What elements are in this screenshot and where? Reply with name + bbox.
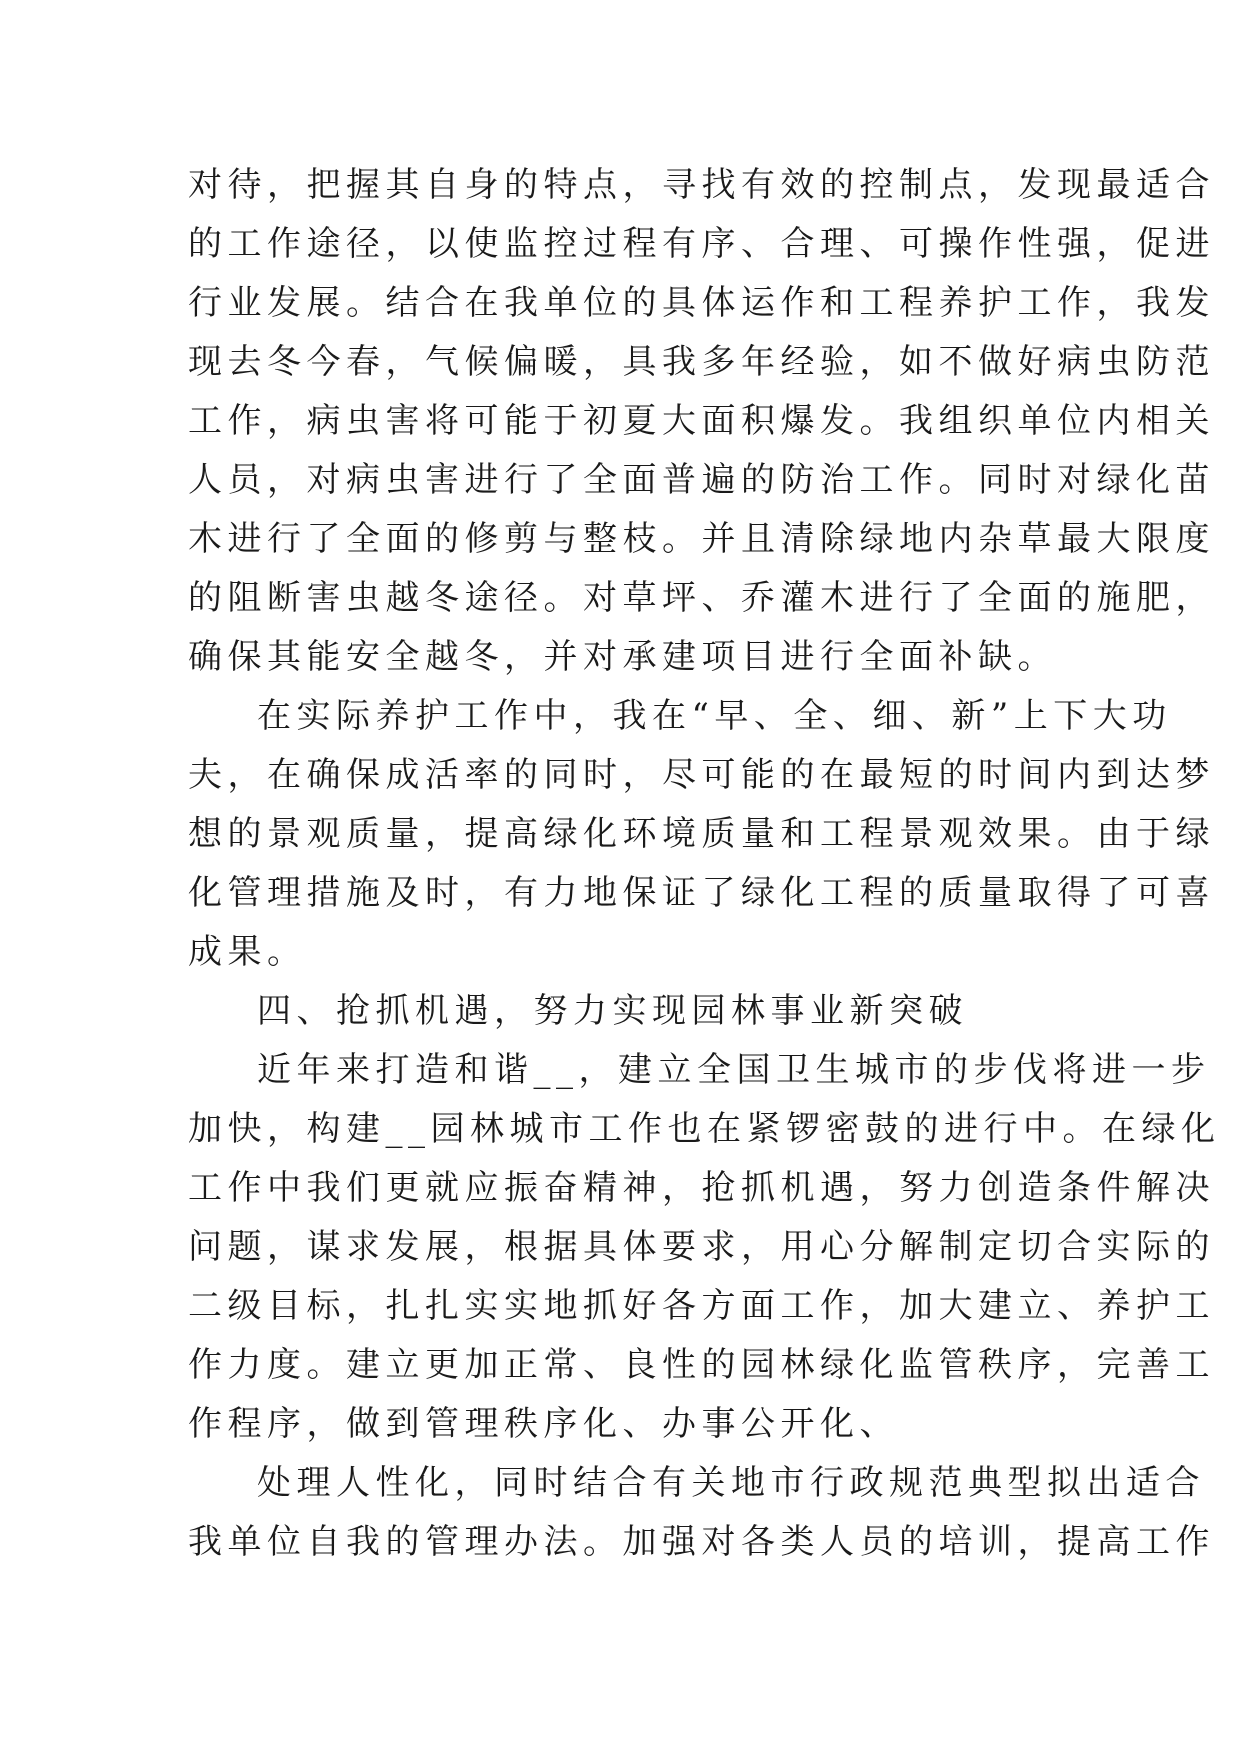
paragraph-first-line: 在实际养护工作中，我在“早、全、细、新”上下大功 [257, 696, 1172, 736]
text-line: 想的景观质量，提高绿化环境质量和工程景观效果。由于绿 [188, 814, 1215, 854]
text-line: 我单位自我的管理办法。加强对各类人员的培训，提高工作 [188, 1522, 1215, 1562]
paragraph-first-line: 处理人性化，同时结合有关地市行政规范典型拟出适合 [257, 1463, 1205, 1503]
text-line: 二级目标，扎扎实实地抓好各方面工作，加大建立、养护工 [188, 1286, 1215, 1326]
text-line: 对待，把握其自身的特点，寻找有效的控制点，发现最适合 [188, 165, 1215, 205]
text-line: 化管理措施及时，有力地保证了绿化工程的质量取得了可喜 [188, 873, 1215, 913]
text-line: 工作中我们更就应振奋精神，抢抓机遇，努力创造条件解决 [188, 1168, 1215, 1208]
text-line: 确保其能安全越冬，并对承建项目进行全面补缺。 [188, 637, 1057, 677]
text-line: 夫，在确保成活率的同时，尽可能的在最短的时间内到达梦 [188, 755, 1215, 795]
paragraph-first-line: 近年来打造和谐__，建立全国卫生城市的步伐将进一步 [257, 1050, 1211, 1090]
text-line: 工作，病虫害将可能于初夏大面积爆发。我组织单位内相关 [188, 401, 1215, 441]
text-line: 问题，谋求发展，根据具体要求，用心分解制定切合实际的 [188, 1227, 1215, 1267]
text-line: 作程序，做到管理秩序化、办事公开化、 [188, 1404, 899, 1444]
text-line: 的工作途径，以使监控过程有序、合理、可操作性强，促进 [188, 224, 1215, 264]
text-line: 现去冬今春，气候偏暖，具我多年经验，如不做好病虫防范 [188, 342, 1215, 382]
text-line: 加快，构建__园林城市工作也在紧锣密鼓的进行中。在绿化 [188, 1109, 1221, 1149]
text-line: 行业发展。结合在我单位的具体运作和工程养护工作，我发 [188, 283, 1215, 323]
text-line: 人员，对病虫害进行了全面普遍的防治工作。同时对绿化苗 [188, 460, 1215, 500]
text-line: 木进行了全面的修剪与整枝。并且清除绿地内杂草最大限度 [188, 519, 1215, 559]
text-line: 作力度。建立更加正常、良性的园林绿化监管秩序，完善工 [188, 1345, 1215, 1385]
section-heading: 四、抢抓机遇，努力实现园林事业新突破 [257, 991, 968, 1031]
text-line: 的阻断害虫越冬途径。对草坪、乔灌木进行了全面的施肥， [188, 578, 1215, 618]
text-line: 成果。 [188, 932, 307, 972]
